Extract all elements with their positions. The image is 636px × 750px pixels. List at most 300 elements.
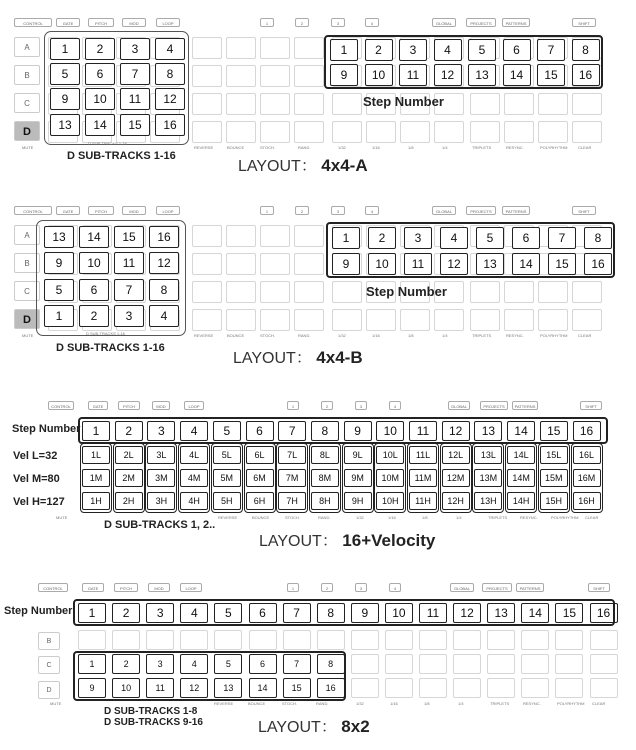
step-pad[interactable]: 9: [332, 253, 360, 275]
sub-track-pad[interactable]: 9: [44, 252, 74, 274]
grid-pad[interactable]: [260, 225, 290, 247]
sub-track-pad[interactable]: 11: [146, 678, 174, 698]
velocity-pad[interactable]: 15M: [540, 469, 568, 487]
grid-pad[interactable]: [538, 121, 568, 143]
top-button-b2[interactable]: 2: [321, 401, 333, 410]
top-button-projects[interactable]: PROJECTS: [466, 18, 496, 27]
top-button-b4[interactable]: 4: [389, 583, 401, 592]
step-pad[interactable]: 12: [434, 64, 462, 86]
velocity-pad[interactable]: 9H: [344, 492, 372, 510]
step-pad[interactable]: 9: [330, 64, 358, 86]
sub-track-pad[interactable]: 13: [214, 678, 242, 698]
grid-pad[interactable]: [294, 121, 324, 143]
step-pad[interactable]: 6: [246, 421, 274, 441]
step-pad[interactable]: 13: [474, 421, 502, 441]
step-pad[interactable]: 9: [344, 421, 372, 441]
velocity-pad[interactable]: 5L: [213, 446, 241, 464]
step-pad[interactable]: 10: [376, 421, 404, 441]
top-button-mod[interactable]: MOD: [122, 206, 146, 215]
top-button-gate[interactable]: GATE: [82, 583, 104, 592]
grid-pad[interactable]: [504, 309, 534, 331]
sub-track-pad[interactable]: 12: [149, 252, 179, 274]
sub-track-pad[interactable]: 2: [79, 305, 109, 327]
row-label-b[interactable]: B: [14, 253, 40, 273]
row-label-c[interactable]: C: [14, 281, 40, 301]
grid-pad[interactable]: [470, 309, 500, 331]
grid-pad[interactable]: [521, 654, 549, 674]
top-button-b4[interactable]: 4: [365, 18, 379, 27]
grid-pad[interactable]: [260, 309, 290, 331]
velocity-pad[interactable]: 10L: [376, 446, 404, 464]
grid-pad[interactable]: [504, 121, 534, 143]
grid-pad[interactable]: [434, 309, 464, 331]
top-button-pitch[interactable]: PITCH: [114, 583, 138, 592]
top-button-loop[interactable]: LOOP: [156, 18, 180, 27]
sub-track-pad[interactable]: 13: [44, 226, 74, 248]
top-button-control[interactable]: CONTROL: [48, 401, 74, 410]
sub-track-pad[interactable]: 8: [317, 654, 345, 674]
sub-track-pad[interactable]: 12: [180, 678, 208, 698]
grid-pad[interactable]: [419, 654, 447, 674]
step-pad[interactable]: 4: [180, 603, 208, 623]
sub-track-pad[interactable]: 12: [155, 88, 185, 110]
step-pad[interactable]: 12: [453, 603, 481, 623]
top-button-control[interactable]: CONTROL: [38, 583, 68, 592]
velocity-pad[interactable]: 1L: [82, 446, 110, 464]
top-button-shift[interactable]: SHIFT: [588, 583, 610, 592]
grid-pad[interactable]: [400, 309, 430, 331]
grid-pad[interactable]: [294, 65, 324, 87]
sub-track-pad[interactable]: 5: [44, 279, 74, 301]
velocity-pad[interactable]: 7H: [278, 492, 306, 510]
step-pad[interactable]: 11: [404, 253, 432, 275]
grid-pad[interactable]: [504, 281, 534, 303]
step-pad[interactable]: 16: [590, 603, 618, 623]
grid-pad[interactable]: [214, 630, 242, 650]
sub-track-pad[interactable]: 5: [50, 63, 80, 85]
sub-track-pad[interactable]: 15: [120, 114, 150, 136]
top-button-shift[interactable]: SHIFT: [572, 18, 596, 27]
step-pad[interactable]: 4: [180, 421, 208, 441]
grid-pad[interactable]: [260, 37, 290, 59]
velocity-pad[interactable]: 8L: [311, 446, 339, 464]
step-pad[interactable]: 12: [440, 253, 468, 275]
sub-track-pad[interactable]: 4: [149, 305, 179, 327]
grid-pad[interactable]: [487, 630, 515, 650]
velocity-pad[interactable]: 8H: [311, 492, 339, 510]
top-button-b4[interactable]: 4: [365, 206, 379, 215]
top-button-b1[interactable]: 1: [260, 18, 274, 27]
grid-pad[interactable]: [294, 225, 324, 247]
grid-pad[interactable]: [453, 630, 481, 650]
grid-pad[interactable]: [521, 678, 549, 698]
step-pad[interactable]: 4: [434, 39, 462, 61]
row-label-b[interactable]: B: [38, 632, 60, 650]
sub-track-pad[interactable]: 11: [114, 252, 144, 274]
step-pad[interactable]: 2: [365, 39, 393, 61]
grid-pad[interactable]: [470, 93, 500, 115]
velocity-pad[interactable]: 14H: [507, 492, 535, 510]
top-button-loop[interactable]: LOOP: [184, 401, 204, 410]
step-pad[interactable]: 11: [419, 603, 447, 623]
velocity-pad[interactable]: 6M: [246, 469, 274, 487]
grid-pad[interactable]: [366, 309, 396, 331]
sub-track-pad[interactable]: 1: [50, 38, 80, 60]
step-pad[interactable]: 10: [385, 603, 413, 623]
top-button-b1[interactable]: 1: [260, 206, 274, 215]
velocity-pad[interactable]: 6L: [246, 446, 274, 464]
sub-track-pad[interactable]: 9: [50, 88, 80, 110]
grid-pad[interactable]: [351, 630, 379, 650]
top-button-projects[interactable]: PROJECTS: [482, 583, 512, 592]
velocity-pad[interactable]: 3L: [147, 446, 175, 464]
step-pad[interactable]: 6: [503, 39, 531, 61]
step-pad[interactable]: 15: [537, 64, 565, 86]
sub-track-pad[interactable]: 4: [180, 654, 208, 674]
step-pad[interactable]: 2: [115, 421, 143, 441]
top-button-b2[interactable]: 2: [295, 18, 309, 27]
step-pad[interactable]: 13: [476, 253, 504, 275]
sub-track-pad[interactable]: 5: [214, 654, 242, 674]
velocity-pad[interactable]: 9L: [344, 446, 372, 464]
sub-track-pad[interactable]: 7: [283, 654, 311, 674]
row-label-d[interactable]: D: [14, 309, 40, 329]
grid-pad[interactable]: [538, 281, 568, 303]
row-label-c[interactable]: C: [38, 656, 60, 674]
top-button-loop[interactable]: LOOP: [180, 583, 202, 592]
row-label-b[interactable]: B: [14, 65, 40, 85]
top-button-patterns[interactable]: PATTERNS: [502, 18, 530, 27]
sub-track-pad[interactable]: 3: [114, 305, 144, 327]
grid-pad[interactable]: [283, 630, 311, 650]
velocity-pad[interactable]: 13M: [474, 469, 502, 487]
row-label-a[interactable]: A: [14, 37, 40, 57]
grid-pad[interactable]: [192, 253, 222, 275]
grid-pad[interactable]: [385, 654, 413, 674]
sub-track-pad[interactable]: 8: [149, 279, 179, 301]
velocity-pad[interactable]: 8M: [311, 469, 339, 487]
step-pad[interactable]: 1: [82, 421, 110, 441]
grid-pad[interactable]: [453, 654, 481, 674]
top-button-global[interactable]: GLOBAL: [450, 583, 474, 592]
top-button-b3[interactable]: 3: [331, 206, 345, 215]
velocity-pad[interactable]: 16H: [573, 492, 601, 510]
velocity-pad[interactable]: 11H: [409, 492, 437, 510]
sub-track-pad[interactable]: 14: [85, 114, 115, 136]
step-pad[interactable]: 9: [351, 603, 379, 623]
step-pad[interactable]: 8: [584, 227, 612, 249]
velocity-pad[interactable]: 4H: [180, 492, 208, 510]
sub-track-pad[interactable]: 10: [85, 88, 115, 110]
velocity-pad[interactable]: 12M: [442, 469, 470, 487]
grid-pad[interactable]: [226, 37, 256, 59]
step-pad[interactable]: 4: [440, 227, 468, 249]
top-button-patterns[interactable]: PATTERNS: [502, 206, 530, 215]
velocity-pad[interactable]: 3H: [147, 492, 175, 510]
step-pad[interactable]: 1: [332, 227, 360, 249]
row-label-d[interactable]: D: [14, 121, 40, 141]
velocity-pad[interactable]: 4L: [180, 446, 208, 464]
top-button-b2[interactable]: 2: [321, 583, 333, 592]
velocity-pad[interactable]: 11L: [409, 446, 437, 464]
grid-pad[interactable]: [332, 309, 362, 331]
grid-pad[interactable]: [192, 281, 222, 303]
velocity-pad[interactable]: 13L: [474, 446, 502, 464]
sub-track-pad[interactable]: 8: [155, 63, 185, 85]
sub-track-pad[interactable]: 14: [249, 678, 277, 698]
velocity-pad[interactable]: 15H: [540, 492, 568, 510]
step-pad[interactable]: 5: [468, 39, 496, 61]
grid-pad[interactable]: [538, 309, 568, 331]
top-button-b4[interactable]: 4: [389, 401, 401, 410]
top-button-gate[interactable]: GATE: [56, 18, 80, 27]
top-button-control[interactable]: CONTROL: [14, 206, 52, 215]
grid-pad[interactable]: [400, 121, 430, 143]
grid-pad[interactable]: [180, 630, 208, 650]
sub-track-pad[interactable]: 2: [85, 38, 115, 60]
step-pad[interactable]: 7: [283, 603, 311, 623]
step-pad[interactable]: 11: [409, 421, 437, 441]
grid-pad[interactable]: [332, 121, 362, 143]
grid-pad[interactable]: [78, 630, 106, 650]
sub-track-pad[interactable]: 11: [120, 88, 150, 110]
velocity-pad[interactable]: 4M: [180, 469, 208, 487]
top-button-b2[interactable]: 2: [295, 206, 309, 215]
top-button-projects[interactable]: PROJECTS: [480, 401, 508, 410]
velocity-pad[interactable]: 13H: [474, 492, 502, 510]
grid-pad[interactable]: [590, 654, 618, 674]
sub-track-pad[interactable]: 3: [120, 38, 150, 60]
grid-pad[interactable]: [453, 678, 481, 698]
step-pad[interactable]: 14: [521, 603, 549, 623]
step-pad[interactable]: 15: [540, 421, 568, 441]
grid-pad[interactable]: [226, 253, 256, 275]
step-pad[interactable]: 16: [584, 253, 612, 275]
top-button-control[interactable]: CONTROL: [14, 18, 52, 27]
sub-track-pad[interactable]: 2: [112, 654, 140, 674]
grid-pad[interactable]: [419, 630, 447, 650]
top-button-global[interactable]: GLOBAL: [432, 206, 456, 215]
step-pad[interactable]: 3: [146, 603, 174, 623]
sub-track-pad[interactable]: 7: [120, 63, 150, 85]
sub-track-pad[interactable]: 3: [146, 654, 174, 674]
grid-pad[interactable]: [192, 225, 222, 247]
step-pad[interactable]: 7: [548, 227, 576, 249]
sub-track-pad[interactable]: 14: [79, 226, 109, 248]
velocity-pad[interactable]: 15L: [540, 446, 568, 464]
top-button-mod[interactable]: MOD: [152, 401, 170, 410]
step-pad[interactable]: 14: [512, 253, 540, 275]
velocity-pad[interactable]: 10M: [376, 469, 404, 487]
grid-pad[interactable]: [226, 309, 256, 331]
grid-pad[interactable]: [192, 37, 222, 59]
top-button-mod[interactable]: MOD: [122, 18, 146, 27]
grid-pad[interactable]: [470, 281, 500, 303]
grid-pad[interactable]: [260, 253, 290, 275]
velocity-pad[interactable]: 3M: [147, 469, 175, 487]
grid-pad[interactable]: [294, 37, 324, 59]
grid-pad[interactable]: [572, 93, 602, 115]
velocity-pad[interactable]: 10H: [376, 492, 404, 510]
step-pad[interactable]: 3: [147, 421, 175, 441]
grid-pad[interactable]: [192, 93, 222, 115]
top-button-b3[interactable]: 3: [355, 583, 367, 592]
grid-pad[interactable]: [590, 678, 618, 698]
velocity-pad[interactable]: 11M: [409, 469, 437, 487]
grid-pad[interactable]: [260, 121, 290, 143]
sub-track-pad[interactable]: 9: [78, 678, 106, 698]
step-pad[interactable]: 5: [476, 227, 504, 249]
step-pad[interactable]: 15: [555, 603, 583, 623]
step-pad[interactable]: 12: [442, 421, 470, 441]
sub-track-pad[interactable]: 13: [50, 114, 80, 136]
velocity-pad[interactable]: 12H: [442, 492, 470, 510]
top-button-shift[interactable]: SHIFT: [572, 206, 596, 215]
grid-pad[interactable]: [294, 93, 324, 115]
step-pad[interactable]: 5: [214, 603, 242, 623]
step-pad[interactable]: 16: [572, 64, 600, 86]
grid-pad[interactable]: [112, 630, 140, 650]
sub-track-pad[interactable]: 6: [85, 63, 115, 85]
grid-pad[interactable]: [260, 93, 290, 115]
top-button-pitch[interactable]: PITCH: [88, 206, 114, 215]
top-button-global[interactable]: GLOBAL: [448, 401, 470, 410]
top-button-b1[interactable]: 1: [287, 401, 299, 410]
grid-pad[interactable]: [470, 121, 500, 143]
top-button-gate[interactable]: GATE: [88, 401, 108, 410]
grid-pad[interactable]: [351, 678, 379, 698]
velocity-pad[interactable]: 5M: [213, 469, 241, 487]
top-button-b3[interactable]: 3: [355, 401, 367, 410]
velocity-pad[interactable]: 14L: [507, 446, 535, 464]
sub-track-pad[interactable]: 1: [78, 654, 106, 674]
velocity-pad[interactable]: 14M: [507, 469, 535, 487]
velocity-pad[interactable]: 16L: [573, 446, 601, 464]
step-pad[interactable]: 8: [572, 39, 600, 61]
sub-track-pad[interactable]: 7: [114, 279, 144, 301]
step-pad[interactable]: 13: [487, 603, 515, 623]
top-button-pitch[interactable]: PITCH: [118, 401, 140, 410]
grid-pad[interactable]: [294, 281, 324, 303]
step-pad[interactable]: 14: [503, 64, 531, 86]
top-button-shift[interactable]: SHIFT: [580, 401, 602, 410]
grid-pad[interactable]: [226, 65, 256, 87]
sub-track-pad[interactable]: 15: [114, 226, 144, 248]
velocity-pad[interactable]: 1H: [82, 492, 110, 510]
sub-track-pad[interactable]: 16: [155, 114, 185, 136]
grid-pad[interactable]: [192, 121, 222, 143]
grid-pad[interactable]: [351, 654, 379, 674]
grid-pad[interactable]: [487, 678, 515, 698]
grid-pad[interactable]: [572, 121, 602, 143]
grid-pad[interactable]: [146, 630, 174, 650]
top-button-patterns[interactable]: PATTERNS: [516, 583, 544, 592]
grid-pad[interactable]: [332, 93, 362, 115]
velocity-pad[interactable]: 1M: [82, 469, 110, 487]
step-pad[interactable]: 8: [311, 421, 339, 441]
grid-pad[interactable]: [419, 678, 447, 698]
velocity-pad[interactable]: 6H: [246, 492, 274, 510]
step-pad[interactable]: 5: [213, 421, 241, 441]
step-pad[interactable]: 13: [468, 64, 496, 86]
grid-pad[interactable]: [332, 281, 362, 303]
grid-pad[interactable]: [192, 309, 222, 331]
velocity-pad[interactable]: 16M: [573, 469, 601, 487]
velocity-pad[interactable]: 2L: [115, 446, 143, 464]
step-pad[interactable]: 2: [368, 227, 396, 249]
grid-pad[interactable]: [572, 281, 602, 303]
step-pad[interactable]: 3: [399, 39, 427, 61]
grid-pad[interactable]: [521, 630, 549, 650]
velocity-pad[interactable]: 12L: [442, 446, 470, 464]
velocity-pad[interactable]: 9M: [344, 469, 372, 487]
step-pad[interactable]: 11: [399, 64, 427, 86]
grid-pad[interactable]: [260, 281, 290, 303]
grid-pad[interactable]: [226, 225, 256, 247]
velocity-pad[interactable]: 7M: [278, 469, 306, 487]
grid-pad[interactable]: [385, 630, 413, 650]
sub-track-pad[interactable]: 6: [249, 654, 277, 674]
grid-pad[interactable]: [385, 678, 413, 698]
step-pad[interactable]: 8: [317, 603, 345, 623]
grid-pad[interactable]: [249, 630, 277, 650]
grid-pad[interactable]: [555, 678, 583, 698]
top-button-gate[interactable]: GATE: [56, 206, 80, 215]
step-pad[interactable]: 15: [548, 253, 576, 275]
sub-track-pad[interactable]: 16: [317, 678, 345, 698]
velocity-pad[interactable]: 2M: [115, 469, 143, 487]
velocity-pad[interactable]: 2H: [115, 492, 143, 510]
top-button-patterns[interactable]: PATTERNS: [512, 401, 538, 410]
step-pad[interactable]: 14: [507, 421, 535, 441]
row-label-d[interactable]: D: [38, 681, 60, 699]
top-button-loop[interactable]: LOOP: [156, 206, 180, 215]
grid-pad[interactable]: [487, 654, 515, 674]
grid-pad[interactable]: [555, 630, 583, 650]
grid-pad[interactable]: [226, 121, 256, 143]
step-pad[interactable]: 16: [573, 421, 601, 441]
sub-track-pad[interactable]: 15: [283, 678, 311, 698]
sub-track-pad[interactable]: 10: [79, 252, 109, 274]
grid-pad[interactable]: [294, 253, 324, 275]
step-pad[interactable]: 10: [368, 253, 396, 275]
top-button-pitch[interactable]: PITCH: [88, 18, 114, 27]
sub-track-pad[interactable]: 1: [44, 305, 74, 327]
step-pad[interactable]: 1: [330, 39, 358, 61]
velocity-pad[interactable]: 7L: [278, 446, 306, 464]
step-pad[interactable]: 7: [278, 421, 306, 441]
grid-pad[interactable]: [226, 281, 256, 303]
grid-pad[interactable]: [366, 121, 396, 143]
grid-pad[interactable]: [192, 65, 222, 87]
grid-pad[interactable]: [317, 630, 345, 650]
step-pad[interactable]: 1: [78, 603, 106, 623]
step-pad[interactable]: 2: [112, 603, 140, 623]
grid-pad[interactable]: [538, 93, 568, 115]
top-button-global[interactable]: GLOBAL: [432, 18, 456, 27]
top-button-projects[interactable]: PROJECTS: [466, 206, 496, 215]
top-button-b3[interactable]: 3: [331, 18, 345, 27]
grid-pad[interactable]: [555, 654, 583, 674]
grid-pad[interactable]: [260, 65, 290, 87]
row-label-c[interactable]: C: [14, 93, 40, 113]
velocity-pad[interactable]: 5H: [213, 492, 241, 510]
grid-pad[interactable]: [504, 93, 534, 115]
step-pad[interactable]: 3: [404, 227, 432, 249]
sub-track-pad[interactable]: 6: [79, 279, 109, 301]
grid-pad[interactable]: [590, 630, 618, 650]
grid-pad[interactable]: [294, 309, 324, 331]
